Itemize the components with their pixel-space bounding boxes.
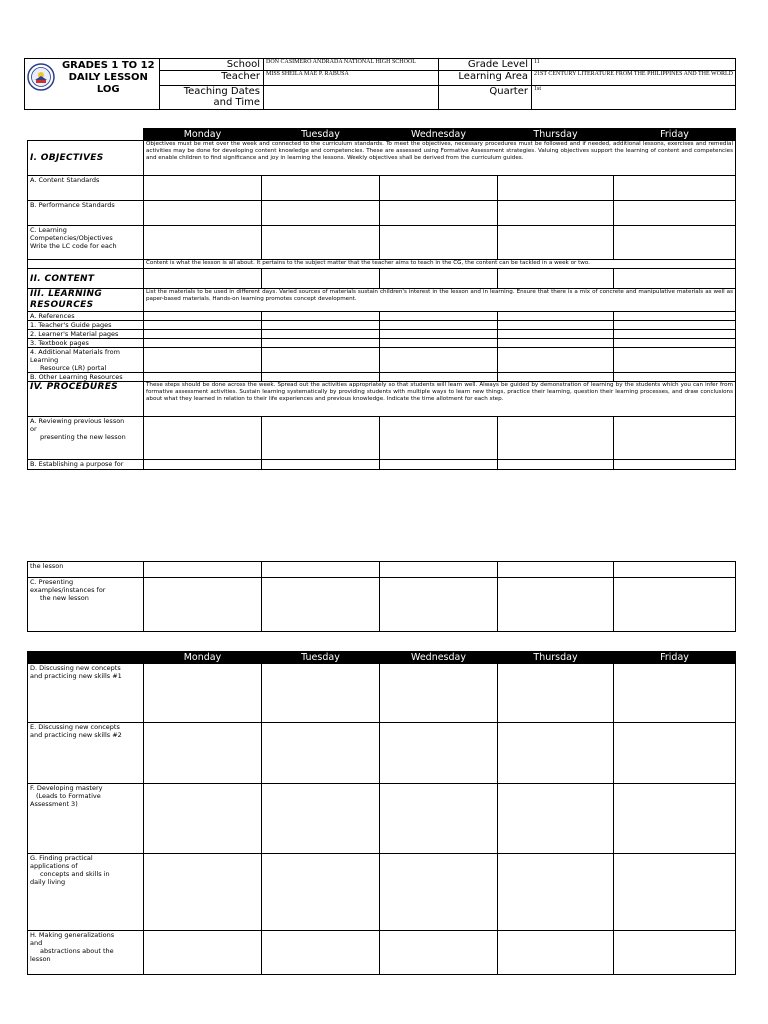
day-header-thursday-2: Thursday [498, 652, 614, 664]
learning-resources-line1: III. LEARNING [30, 289, 103, 299]
teaching-dates-label: Teaching Dates [183, 86, 260, 97]
content-monday[interactable] [144, 269, 262, 289]
procedures-description: These steps should be done across the week. Spread out the activities appropriately so that students will learn well. Always be guided by demonstration of learning by the students which you can infer from formative assessment activities. Sustain learning systematically by providing students with multiple ways to learn new things, practice their learning, question their learning processes, and draw conclusions about what they learned in relation to their life experiences and previous knowledge. Indicate the time allotment for each step. [144, 382, 736, 417]
content-heading: II. CONTENT [28, 269, 144, 289]
day-header-wednesday-2: Wednesday [380, 652, 498, 664]
reviewing-lesson-line3: presenting the new lesson [40, 433, 126, 441]
developing-mastery-line1: F. Developing mastery [30, 784, 103, 792]
performance-standards-thursday[interactable] [498, 201, 614, 226]
content-description: Content is what the lesson is all about. It pertains to the subject matter that the teacher aims to teach in the CG, the content can be tackled in a week or two. [144, 260, 736, 269]
practical-applications-label [28, 854, 144, 931]
form-title-line2: DAILY LESSON LOG [68, 72, 148, 95]
day-header-monday: Monday [144, 129, 262, 141]
developing-mastery-label [28, 784, 144, 854]
performance-standards-monday[interactable] [144, 201, 262, 226]
making-generalizations-label [28, 931, 144, 975]
content-standards-friday[interactable] [614, 176, 736, 201]
competencies-monday[interactable] [144, 226, 262, 260]
competencies-friday[interactable] [614, 226, 736, 260]
day-header-tuesday: Tuesday [262, 129, 380, 141]
competencies-thursday[interactable] [498, 226, 614, 260]
learning-area-label: Learning Area [439, 71, 532, 86]
teacher-value[interactable]: MISS SHEILA MAE P. RABUSA [264, 71, 439, 86]
school-value[interactable]: DON CASIMERO ANDRADA NATIONAL HIGH SCHOOL [264, 59, 439, 71]
discussing-concepts-2-line1: E. Discussing new concepts [30, 723, 120, 731]
reviewing-lesson-label [28, 417, 144, 460]
teaching-dates-value[interactable] [264, 86, 439, 110]
performance-standards-tuesday[interactable] [262, 201, 380, 226]
quarter-value[interactable]: 1st [532, 86, 736, 110]
learning-competencies-label [28, 226, 144, 260]
day-header-friday: Friday [614, 129, 736, 141]
learning-competencies-line2: Competencies/Objectives [30, 234, 113, 242]
learning-competencies-line3: Write the LC code for each [30, 242, 117, 250]
presenting-examples-line1: C. Presenting [30, 578, 74, 586]
making-generalizations-line1: H. Making generalizations [30, 931, 115, 939]
practical-applications-line1: G. Finding practical [30, 854, 93, 862]
content-wednesday[interactable] [380, 269, 498, 289]
discussing-concepts-1-line2: and practicing new skills #1 [30, 672, 122, 680]
content-standards-label: A. Content Standards [28, 176, 144, 201]
day-header-monday-2: Monday [144, 652, 262, 664]
objectives-heading: I. OBJECTIVES [28, 141, 144, 176]
presenting-examples-line3: the new lesson [40, 594, 89, 602]
quarter-label: Quarter [439, 86, 532, 110]
developing-mastery-line2: (Leads to Formative [36, 792, 101, 800]
teachers-guide-label: 1. Teacher's Guide pages [28, 321, 144, 330]
reviewing-lesson-line1: A. Reviewing previous lesson [30, 417, 125, 425]
other-resources-label: B. Other Learning Resources [28, 373, 144, 382]
performance-standards-label: B. Performance Standards [28, 201, 144, 226]
teaching-time-label: and Time [213, 97, 260, 108]
seal-icon [27, 63, 55, 91]
content-standards-wednesday[interactable] [380, 176, 498, 201]
grade-level-value[interactable]: 11 [532, 59, 736, 71]
establishing-purpose-label: B. Establishing a purpose for [28, 460, 144, 470]
teacher-label: Teacher [160, 71, 264, 86]
learning-competencies-line1: C. Learning [30, 226, 67, 234]
performance-standards-wednesday[interactable] [380, 201, 498, 226]
discussing-concepts-2-line2: and practicing new skills #2 [30, 731, 122, 739]
reviewing-lesson-line2: or [30, 425, 37, 433]
content-tuesday[interactable] [262, 269, 380, 289]
additional-materials-line1: 4. Additional Materials from [30, 348, 120, 356]
learning-resources-heading [28, 289, 144, 312]
competencies-tuesday[interactable] [262, 226, 380, 260]
presenting-examples-line2: examples/instances for [30, 586, 106, 594]
grade-level-label: Grade Level [439, 59, 532, 71]
making-generalizations-line3: abstractions about the [40, 947, 114, 955]
day-header-tuesday-2: Tuesday [262, 652, 380, 664]
content-standards-thursday[interactable] [498, 176, 614, 201]
form-title-line1: GRADES 1 TO 12 [61, 60, 155, 71]
discussing-concepts-2-label [28, 723, 144, 784]
textbook-pages-label: 3. Textbook pages [28, 339, 144, 348]
references-label: A. References [28, 312, 144, 321]
content-standards-monday[interactable] [144, 176, 262, 201]
the-lesson-label: the lesson [28, 562, 144, 578]
resources-description: List the materials to be used in different days. Varied sources of materials sustain children's interest in the lesson and in learning. Ensure that there is a mix of concrete and manipulative materials as well as paper-based materials. Hands-on learning promotes concept development. [144, 289, 736, 312]
procedures-heading: IV. PROCEDURES [28, 382, 144, 417]
practical-applications-line2: applications of [30, 862, 78, 870]
content-standards-tuesday[interactable] [262, 176, 380, 201]
discussing-concepts-1-label [28, 664, 144, 723]
discussing-concepts-1-line1: D. Discussing new concepts [30, 664, 121, 672]
header-table [24, 58, 736, 110]
additional-materials-line3: Resource (LR) portal [40, 364, 107, 372]
lesson-log-page2 [27, 651, 736, 975]
learners-material-label: 2. Learner's Material pages [28, 330, 144, 339]
deped-seal [25, 59, 58, 110]
day-header-friday-2: Friday [614, 652, 736, 664]
content-thursday[interactable] [498, 269, 614, 289]
practical-applications-line3: concepts and skills in [40, 870, 110, 878]
day-header-thursday: Thursday [498, 129, 614, 141]
lesson-log-table [27, 128, 736, 470]
additional-materials-label [28, 348, 144, 373]
day-header-wednesday: Wednesday [380, 129, 498, 141]
performance-standards-friday[interactable] [614, 201, 736, 226]
school-label: School [160, 59, 264, 71]
developing-mastery-line3: Assessment 3) [30, 800, 78, 808]
learning-area-value[interactable]: 21ST CENTURY LITERATURE FROM THE PHILIPPINES AND THE WORLD [532, 71, 736, 86]
competencies-wednesday[interactable] [380, 226, 498, 260]
making-generalizations-line2: and [30, 939, 43, 947]
presenting-examples-label [28, 578, 144, 632]
learning-resources-line2: RESOURCES [30, 300, 94, 310]
practical-applications-line4: daily living [30, 878, 66, 886]
additional-materials-line2: Learning [30, 356, 59, 364]
making-generalizations-line4: lesson [30, 955, 51, 963]
objectives-description: Objectives must be met over the week and connected to the curriculum standards. To meet the objectives, necessary procedures must be followed and if needed, additional lessons, exercises and remedial activities may be done for developing content knowledge and competencies. These are assessed using Formative Assessment strategies. Valuing objectives support the learning of content and competencies and enable children to find significance and joy in learning the lessons. Weekly objectives shall be derived from the curriculum guides. [144, 141, 736, 176]
content-friday[interactable] [614, 269, 736, 289]
lesson-log-continuation [27, 561, 736, 632]
